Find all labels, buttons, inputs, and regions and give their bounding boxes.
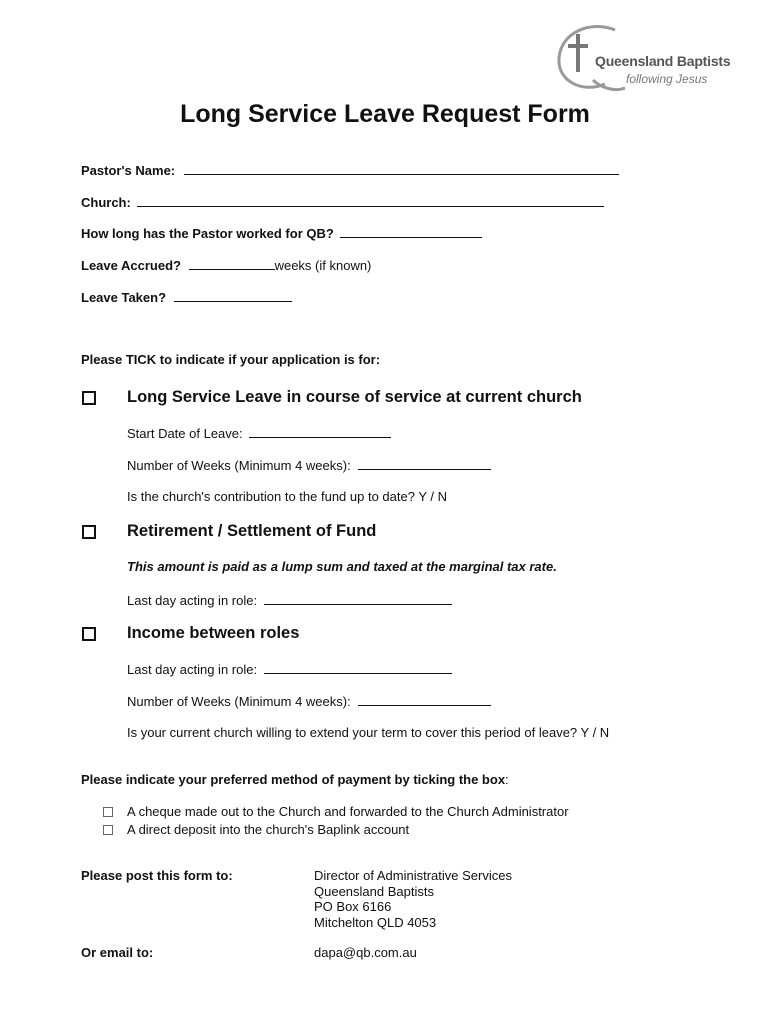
pastor-name-label: Pastor's Name: bbox=[81, 163, 176, 178]
logo-tagline: following Jesus bbox=[626, 72, 708, 86]
start-date-label: Start Date of Leave: bbox=[127, 426, 243, 441]
tick-instruction: Please TICK to indicate if your application is for: bbox=[81, 352, 381, 367]
lump-sum-note: This amount is paid as a lump sum and taxed at the marginal tax rate. bbox=[127, 559, 557, 574]
pastor-name-field[interactable] bbox=[184, 162, 619, 175]
address-line: PO Box 6166 bbox=[314, 899, 392, 914]
post-label: Please post this form to: bbox=[81, 868, 233, 883]
number-weeks-row-1 bbox=[127, 457, 491, 473]
number-weeks-field[interactable] bbox=[358, 693, 491, 706]
how-long-label: How long has the Pastor worked for QB? bbox=[81, 226, 334, 241]
direct-deposit-option-label: A direct deposit into the church's Baplink account bbox=[127, 822, 410, 837]
leave-taken-row bbox=[81, 289, 292, 305]
how-long-row bbox=[81, 225, 482, 241]
number-weeks-label: Number of Weeks (Minimum 4 weeks): bbox=[127, 694, 351, 709]
leave-accrued-row bbox=[81, 257, 371, 273]
page-title: Long Service Leave Request Form bbox=[180, 100, 590, 128]
how-long-field[interactable] bbox=[340, 225, 482, 238]
weeks-if-known-label: weeks (if known) bbox=[274, 258, 372, 273]
long-service-checkbox[interactable] bbox=[82, 391, 96, 405]
payment-instruction: Please indicate your preferred method of payment by ticking the box bbox=[81, 772, 506, 787]
address-line: Director of Administrative Services bbox=[314, 868, 512, 883]
option1-heading: Long Service Leave in course of service at current church bbox=[127, 388, 582, 406]
extend-term-question: Is your current church willing to extend your term to cover this period of leave? Y / N bbox=[127, 725, 610, 740]
payment-instruction-colon: : bbox=[505, 772, 509, 787]
number-weeks-label: Number of Weeks (Minimum 4 weeks): bbox=[127, 458, 351, 473]
last-day-label: Last day acting in role: bbox=[127, 593, 258, 608]
cheque-option-label: A cheque made out to the Church and forwarded to the Church Administrator bbox=[127, 804, 569, 819]
leave-accrued-label: Leave Accrued? bbox=[81, 258, 181, 273]
number-weeks-row-2 bbox=[127, 693, 491, 709]
start-date-row bbox=[127, 425, 391, 441]
option3-heading: Income between roles bbox=[127, 624, 300, 642]
email-address[interactable]: dapa@qb.com.au bbox=[314, 945, 417, 960]
logo-org-name: Queensland Baptists bbox=[595, 53, 731, 69]
last-day-field[interactable] bbox=[264, 661, 452, 674]
last-day-label: Last day acting in role: bbox=[127, 662, 258, 677]
church-row bbox=[81, 194, 604, 210]
number-weeks-field[interactable] bbox=[358, 457, 491, 470]
leave-accrued-field[interactable] bbox=[189, 257, 275, 270]
contribution-question: Is the church's contribution to the fund up to date? Y / N bbox=[127, 489, 447, 504]
last-day-field[interactable] bbox=[264, 592, 452, 605]
church-field[interactable] bbox=[137, 194, 604, 207]
church-label: Church: bbox=[81, 195, 131, 210]
address-line: Queensland Baptists bbox=[314, 883, 434, 899]
income-between-roles-checkbox[interactable] bbox=[82, 627, 96, 641]
payment-instruction-row bbox=[81, 772, 509, 787]
cheque-checkbox[interactable] bbox=[103, 807, 113, 817]
option2-heading: Retirement / Settlement of Fund bbox=[127, 522, 377, 540]
pastor-name-row bbox=[81, 162, 619, 178]
postal-address bbox=[314, 868, 512, 930]
start-date-field[interactable] bbox=[249, 425, 391, 438]
last-day-row-2 bbox=[127, 661, 452, 677]
direct-deposit-checkbox[interactable] bbox=[103, 825, 113, 835]
address-line: Mitchelton QLD 4053 bbox=[314, 914, 437, 930]
retirement-checkbox[interactable] bbox=[82, 525, 96, 539]
leave-taken-label: Leave Taken? bbox=[81, 290, 167, 305]
last-day-row-1 bbox=[127, 592, 452, 608]
email-label: Or email to: bbox=[81, 945, 154, 960]
leave-taken-field[interactable] bbox=[174, 289, 292, 302]
